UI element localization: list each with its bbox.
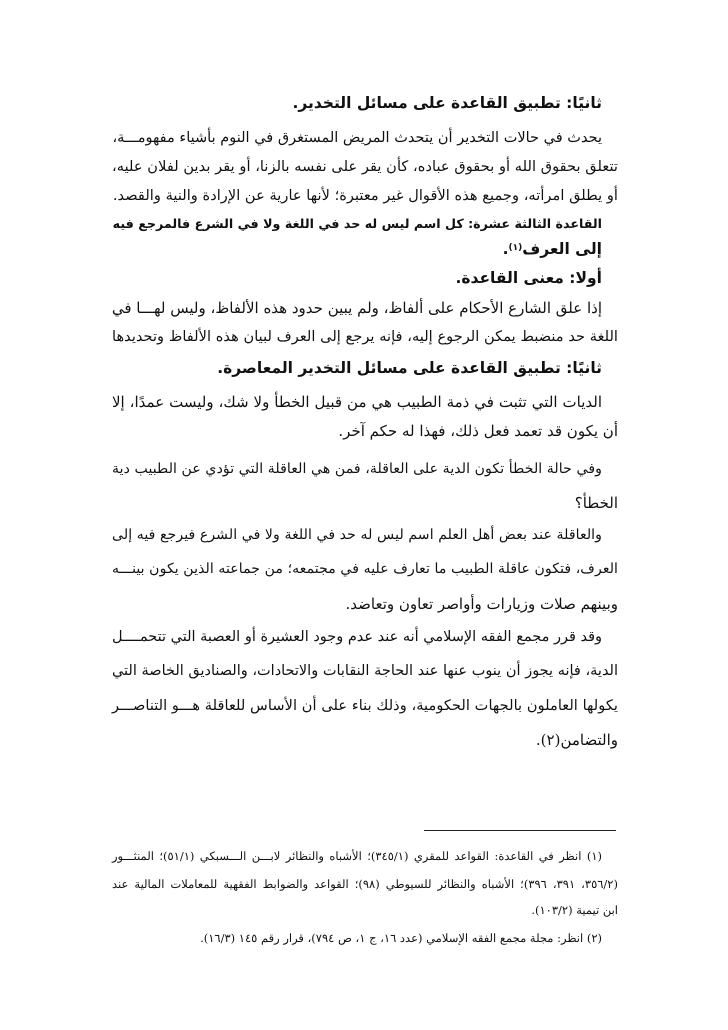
- section-heading: ثانيًا: تطبيق القاعدة على مسائل التخدير.: [292, 94, 602, 112]
- rule-heading: القاعدة الثالثة عشرة: كل اسم ليس له حد في اللغة ولا في الشرع فالمرجع فيه: [112, 216, 602, 231]
- footnote-line: (١) انظر في القاعدة: القواعد للمقري (٣٤٥/١)؛ الأشباه والنظائر لابـــن الـــسبكي (٥١/١)؛ المنثـــور: [112, 849, 602, 863]
- paragraph-line: وقد قرر مجمع الفقه الإسلامي أنه عند عدم وجود العشيرة أو العصبة التي تتحمــــل: [112, 629, 602, 645]
- paragraph-line: تتعلق بحقوق الله أو بحقوق عباده، كأن يقر على نفسه بالزنا، أو يقر بدين لفلان عليه،: [112, 158, 618, 175]
- paragraph-line: وفي حالة الخطأ تكون الدية على العاقلة، فمن هي العاقلة التي تؤدي عن الطبيب دية: [112, 461, 602, 477]
- paragraph-line: الخطأ؟: [574, 494, 618, 512]
- paragraph-line: أن يكون قد تعمد فعل ذلك، فهذا له حكم آخر.: [338, 422, 618, 440]
- paragraph-line: يحدث في حالات التخدير أن يتحدث المريض المستغرق في النوم بأشياء مفهومـــة،: [112, 130, 602, 146]
- footnote-line: ابن تيمية (١٠٣/٢).: [531, 903, 618, 917]
- paragraph-line: وبينهم صلات وزيارات وأواصر تعاون وتعاضد.: [345, 595, 618, 613]
- rule-heading-text: إلى العرف: [522, 240, 602, 258]
- footnote-reference: (١): [508, 243, 523, 253]
- paragraph-line: الديات التي تثبت في ذمة الطبيب هي من قبيل الخطأ ولا شك، وليست عمدًا، إلا: [112, 393, 602, 411]
- paragraph-line: يكولها العاملون بالجهات الحكومية، وذلك بناء على أن الأساس للعاقلة هـــو التناصـــر: [112, 697, 618, 714]
- paragraph-line: الدية، فإنه يجوز أن ينوب عنها عند الحاجة النقابات والاتحادات، والصناديق الخاصة التي: [112, 663, 618, 679]
- footnote-line: (٣٥٦/٢، ٣٩١، ٣٩٦)؛ الأشباه والنظائر للسيوطي (٩٨)؛ القواعد والضوابط الفقهية للمعاملات المالية عند: [112, 877, 618, 891]
- paragraph-line: والتضامن(٢).: [535, 731, 618, 749]
- footnote-separator: [424, 830, 616, 831]
- paragraph-line: اللغة حد منضبط يمكن الرجوع إليه، فإنه يرجع إلى العرف لبيان هذه الألفاظ وتحديدها: [112, 328, 618, 345]
- paragraph-line: إذا علق الشارع الأحكام على ألفاظ، ولم يبين حدود هذه الألفاظ، وليس لهـــا في: [111, 299, 602, 317]
- paragraph-line: أو يطلق امرأته، وجميع هذه الأقوال غير معتبرة؛ لأنها عارية عن الإرادة والنية والقصد.: [112, 187, 618, 204]
- section-heading: أولا: معنى القاعدة.: [455, 269, 602, 287]
- paragraph-line: والعاقلة عند بعض أهل العلم اسم ليس له حد في اللغة ولا في الشرع فيرجع فيه إلى: [112, 527, 602, 543]
- rule-heading-cont: إلى العرف$^{(١)}$.: [502, 240, 602, 258]
- section-heading: ثانيًا: تطبيق القاعدة على مسائل التخدير المعاصرة.: [217, 359, 602, 377]
- paragraph-line: العرف، فتكون عاقلة الطبيب ما تعارف عليه في مجتمعه؛ من جماعته الذين يكون بينـــه: [112, 561, 618, 577]
- footnote-line: (٢) انظر: مجلة مجمع الفقه الإسلامي (عدد ١٦، ج ١، ص ٧٩٤)، قرار رقم ١٤٥ (١٦/٣).: [200, 931, 602, 945]
